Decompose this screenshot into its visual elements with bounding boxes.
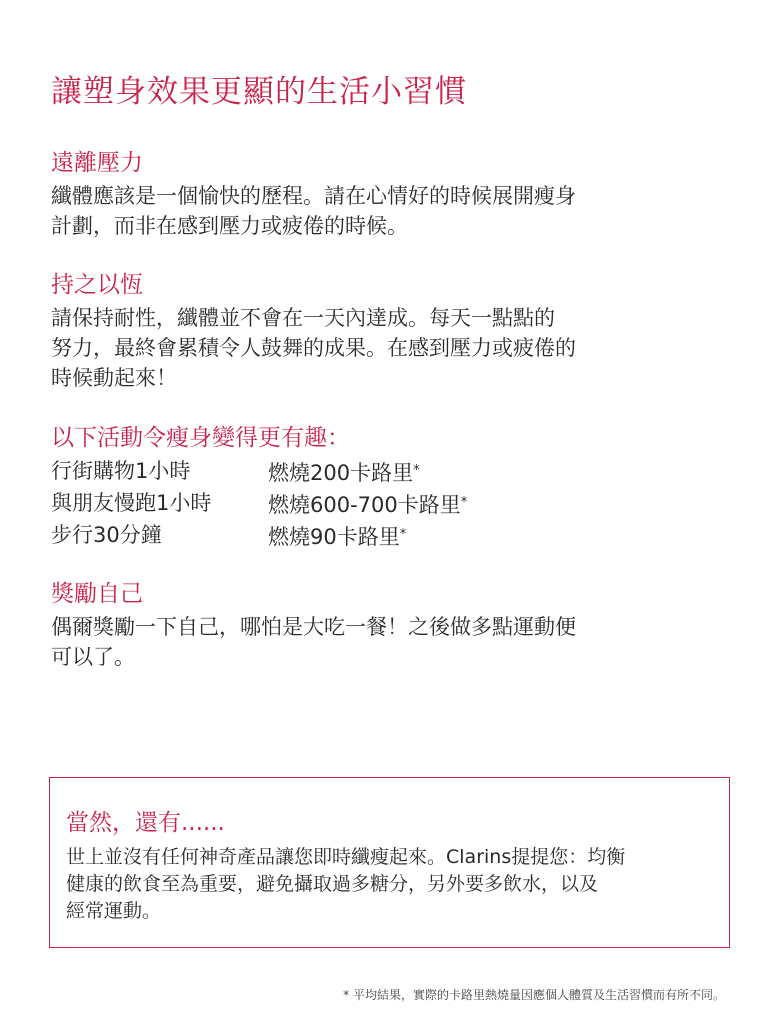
section-body xyxy=(51,181,691,241)
body-line: 努力，最終會累積令人鼓舞的成果。在感到壓力或疲倦的 xyxy=(51,336,576,360)
page-title: 讓塑身效果更顯的生活小習慣 xyxy=(51,74,467,110)
activity-calories: 燃燒200卡路里* xyxy=(268,461,420,485)
section-heading: 遠離壓力 xyxy=(51,150,143,176)
body-line: 世上並沒有任何神奇產品讓您即時纖瘦起來。Clarins提提您：均衡 xyxy=(66,846,626,868)
activity-calories: 燃燒600-700卡路里* xyxy=(268,493,468,517)
activity-name: 行街購物1小時 xyxy=(51,459,191,483)
body-line: 經常運動。 xyxy=(66,900,162,922)
section-persistence xyxy=(51,269,691,393)
tip-box xyxy=(49,777,730,948)
activity-name: 步行30分鐘 xyxy=(51,523,162,547)
section-activities xyxy=(51,422,691,552)
activity-row xyxy=(51,488,691,520)
body-line: 健康的飲食至為重要，避免攝取過多糖分，另外要多飲水，以及 xyxy=(66,873,599,895)
activity-name: 與朋友慢跑1小時 xyxy=(51,491,212,515)
activity-calories: 燃燒90卡路里* xyxy=(268,525,407,549)
body-line: 纖體應該是一個愉快的歷程。請在心情好的時候展開瘦身 xyxy=(51,184,576,208)
section-heading: 持之以恆 xyxy=(51,272,143,298)
body-line: 計劃，而非在感到壓力或疲倦的時候。 xyxy=(51,214,408,238)
section-heading: 獎勵自己 xyxy=(51,581,143,607)
section-heading: 以下活動令瘦身變得更有趣： xyxy=(51,425,350,451)
section-body xyxy=(51,612,691,672)
tip-box-heading: 當然，還有...... xyxy=(66,810,225,836)
tip-box-body xyxy=(66,844,625,925)
body-line: 時候動起來！ xyxy=(51,366,177,390)
body-line: 可以了。 xyxy=(51,645,135,669)
body-line: 請保持耐性，纖體並不會在一天內達成。每天一點點的 xyxy=(51,306,555,330)
body-line: 偶爾獎勵一下自己，哪怕是大吃一餐！之後做多點運動便 xyxy=(51,615,576,639)
activity-row xyxy=(51,456,691,488)
activity-row xyxy=(51,520,691,552)
section-reward xyxy=(51,578,691,672)
section-stress xyxy=(51,147,691,241)
footnote: * 平均結果，實際的卡路里熱燒量因應個人體質及生活習慣而有所不同。 xyxy=(343,988,725,1002)
section-body xyxy=(51,303,691,393)
